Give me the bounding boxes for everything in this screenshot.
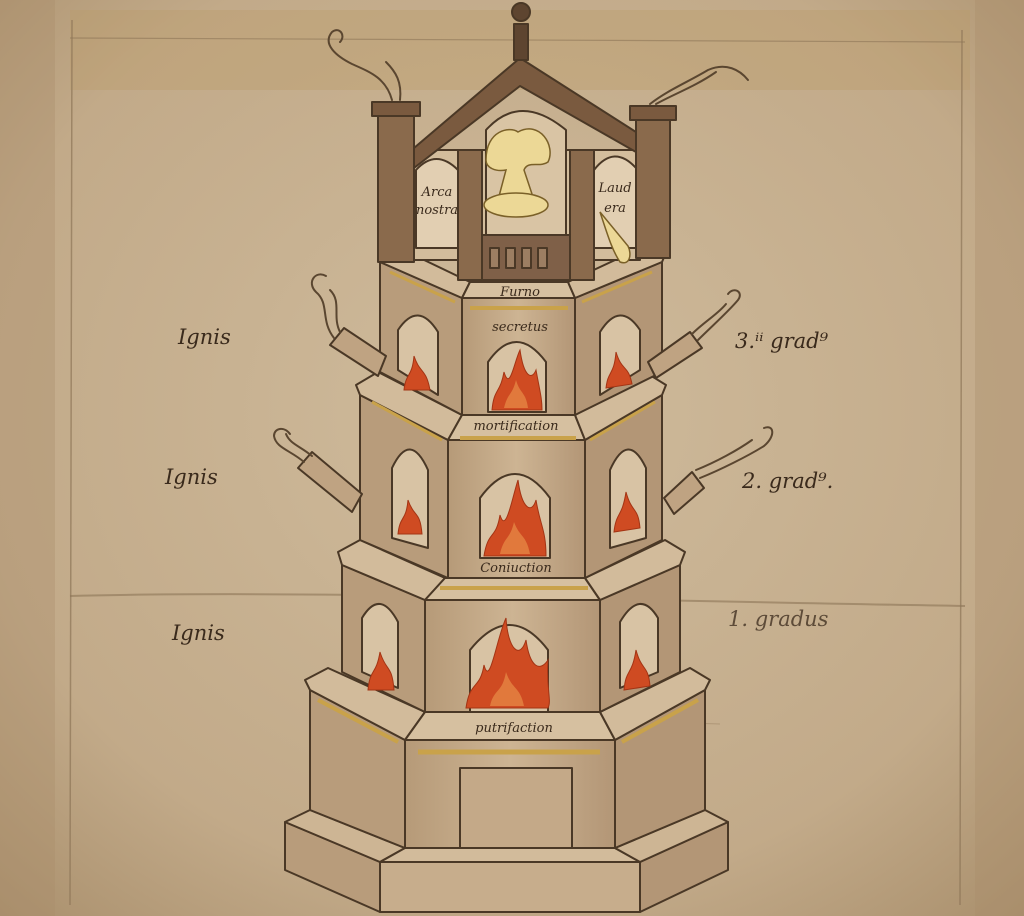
parchment-right-margin: [975, 0, 1024, 916]
label-arca: Arca: [421, 185, 453, 200]
label-ignis-grade-1: Ignis: [172, 621, 225, 645]
label-grade-3: 3.ⁱⁱ grad⁹: [735, 329, 829, 353]
label-grade-2: 2. grad⁹.: [742, 469, 834, 493]
label-putrifaction: putrifaction: [475, 721, 553, 736]
label-furno: Furno: [500, 285, 540, 300]
label-nostra: nostra: [415, 203, 459, 218]
roof-finial: [514, 24, 528, 60]
label-ignis-grade-2: Ignis: [165, 465, 218, 489]
parchment-left-margin: [0, 0, 55, 916]
roof-tower-right: [636, 118, 670, 258]
label-ignis-grade-3: Ignis: [178, 325, 231, 349]
label-coniunction: Coniuction: [480, 561, 552, 576]
label-era: era: [604, 201, 626, 216]
roof-tower-left: [378, 112, 414, 262]
label-laud: Laud: [598, 181, 632, 196]
label-grade-1: 1. gradus: [728, 607, 829, 631]
label-mortification: mortification: [473, 419, 559, 434]
label-secretus: secretus: [492, 320, 548, 335]
